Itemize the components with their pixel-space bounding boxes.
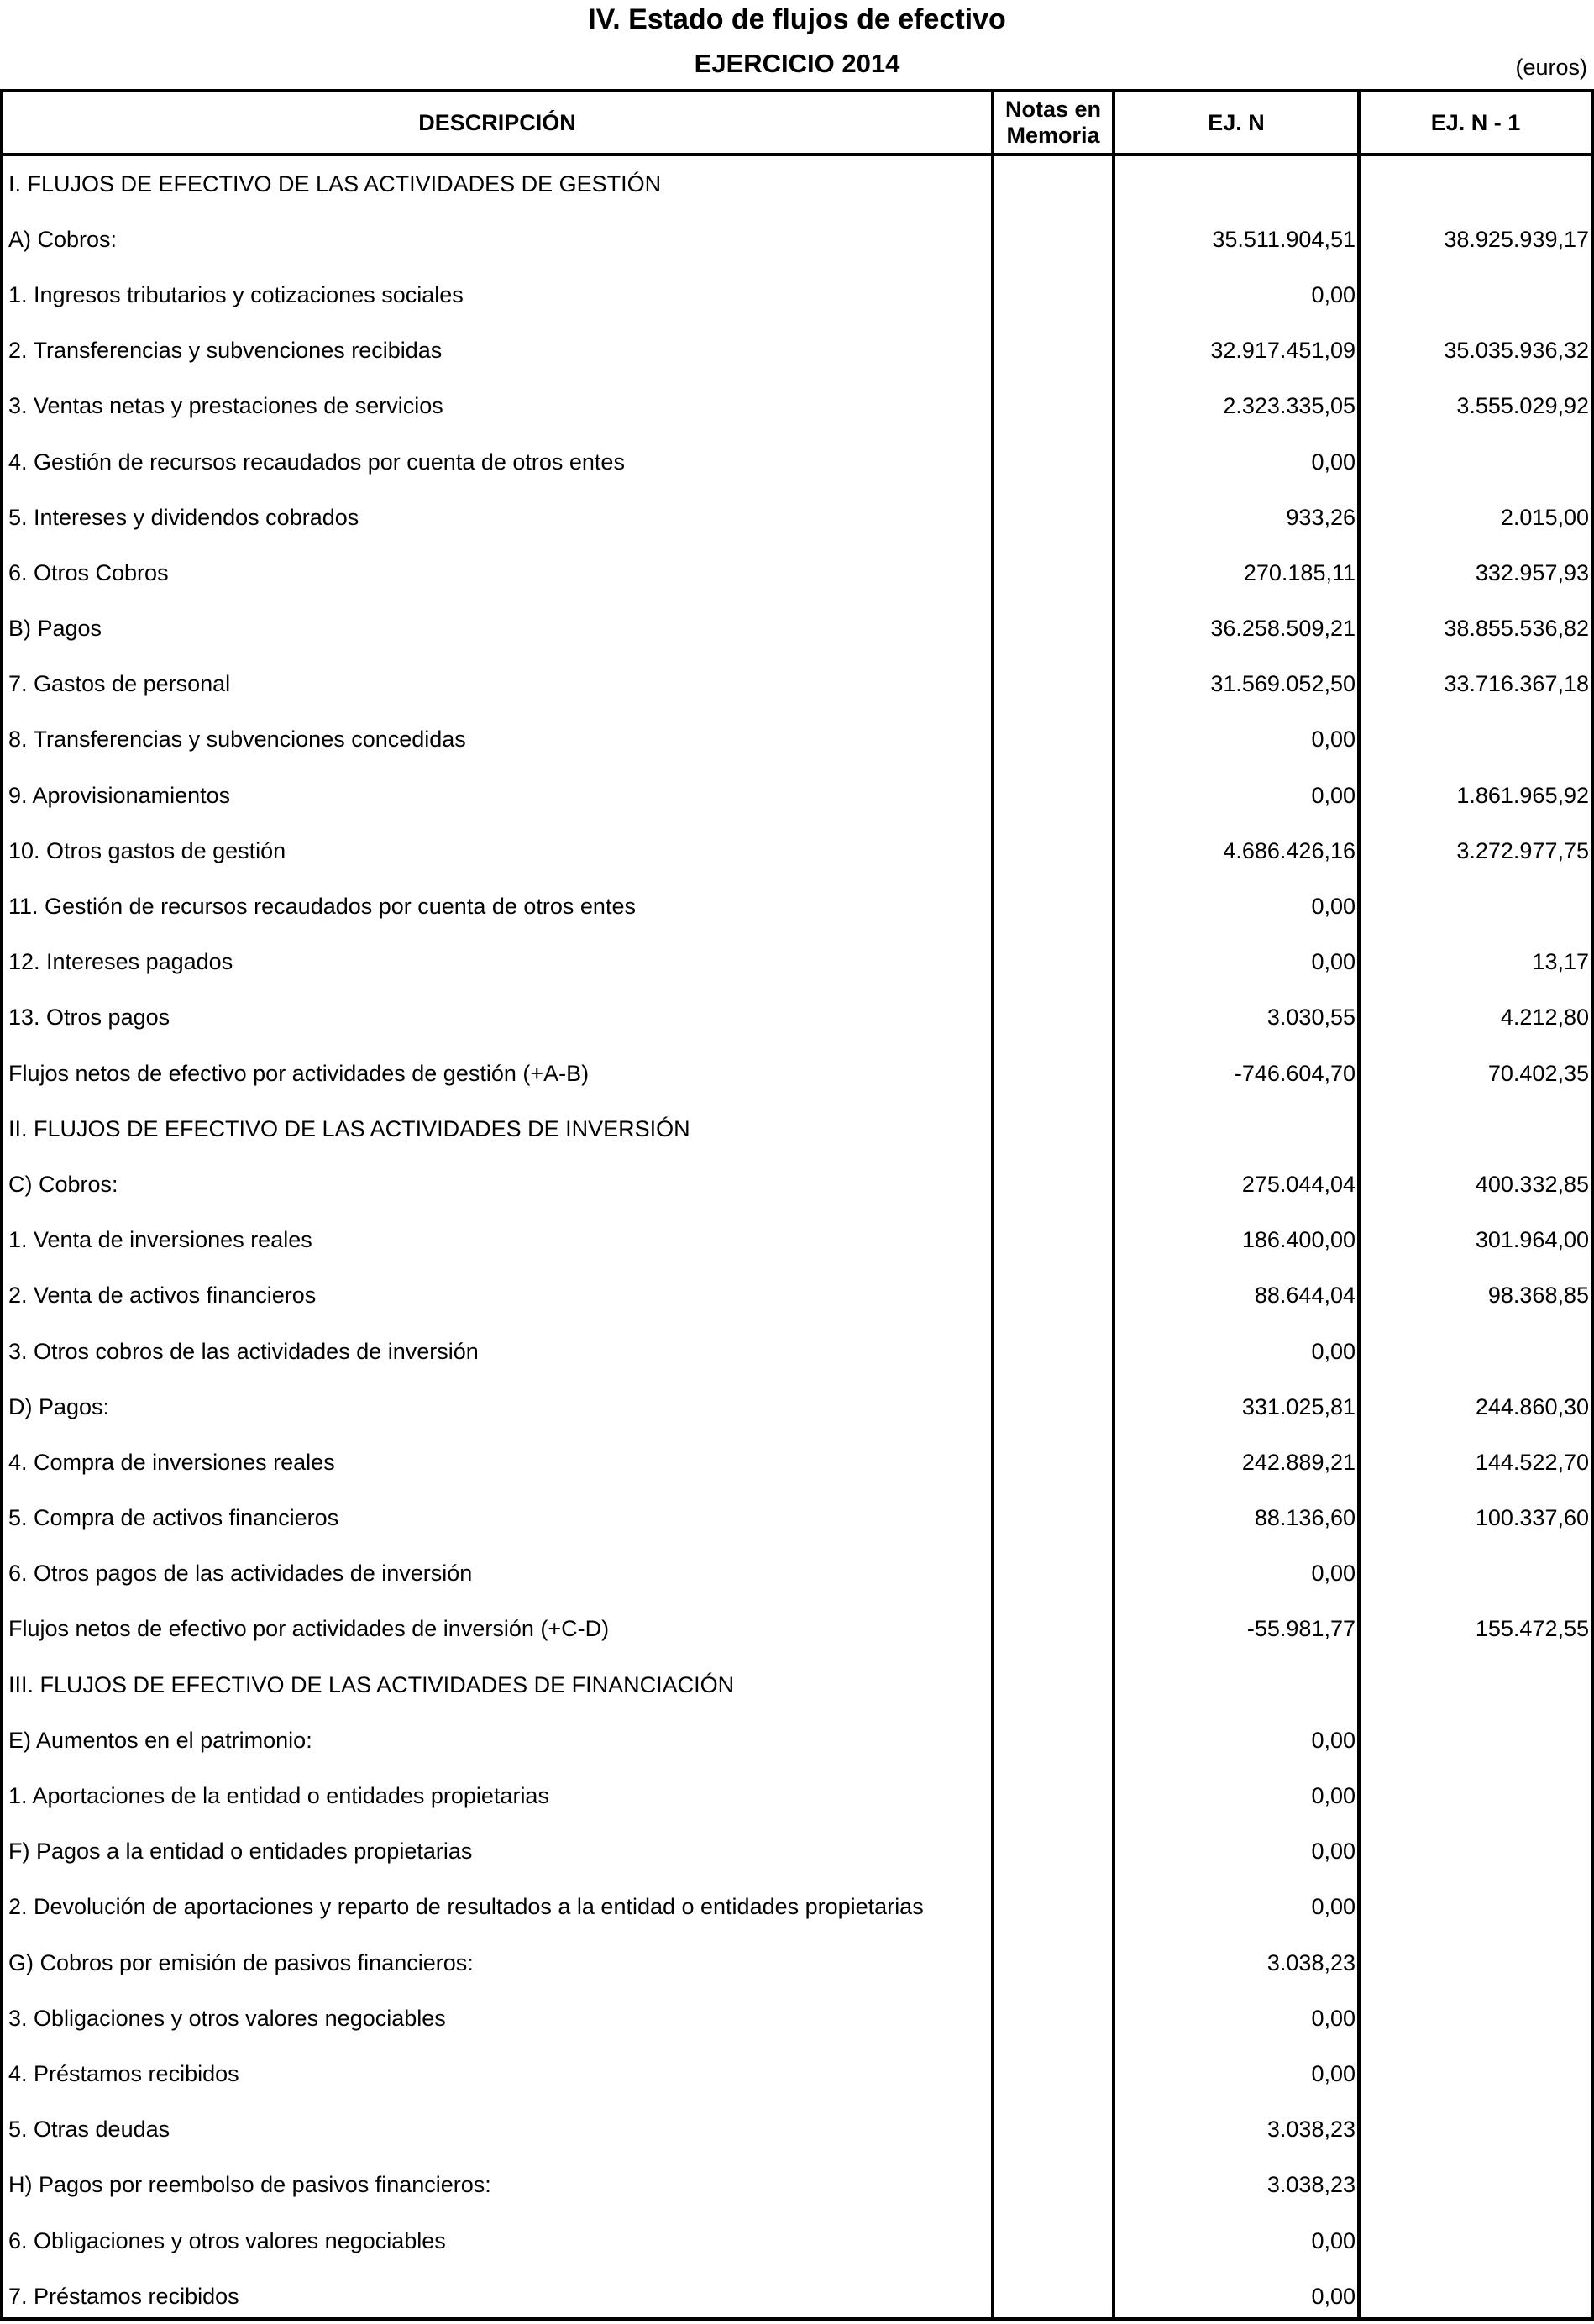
row-value-ej-n: -746.604,70	[1234, 1060, 1355, 1086]
row-value-ej-n1	[1359, 2213, 1589, 2269]
row-description: I. FLUJOS DE EFECTIVO DE LAS ACTIVIDADES DE GESTIÓN	[8, 170, 662, 197]
row-note	[994, 1546, 1112, 1602]
row-value-ej-n1	[1359, 2102, 1589, 2158]
row-value-ej-n: 0,00	[1311, 1338, 1355, 1364]
row-description: Flujos netos de efectivo por actividades de gestión (+A-B)	[8, 1060, 590, 1086]
row-value-ej-n: 4.686.426,16	[1223, 837, 1355, 863]
row-value-ej-n1	[1359, 1657, 1589, 1713]
row-value-ej-n1: 244.860,30	[1475, 1393, 1589, 1419]
row-note	[994, 2213, 1112, 2269]
row-note	[994, 768, 1112, 823]
row-value-ej-n1: 70.402,35	[1487, 1060, 1589, 1086]
row-description: 6. Obligaciones y otros valores negociables	[8, 2227, 446, 2253]
row-value-ej-n	[1117, 1101, 1355, 1157]
row-value-ej-n1: 332.957,93	[1475, 559, 1589, 585]
table-row	[3, 1324, 1591, 1379]
row-description: 4. Gestión de recursos recaudados por cuenta de otros entes	[8, 449, 625, 475]
row-value-ej-n	[1117, 156, 1355, 212]
row-value-ej-n1	[1359, 1101, 1589, 1157]
row-value-ej-n1: 100.337,60	[1475, 1505, 1589, 1531]
row-description: D) Pagos:	[8, 1393, 110, 1419]
row-description: 3. Ventas netas y prestaciones de servicios	[8, 393, 443, 419]
row-value-ej-n1: 38.855.536,82	[1444, 616, 1589, 642]
row-note	[994, 2102, 1112, 2158]
row-value-ej-n: 0,00	[1311, 894, 1355, 920]
row-value-ej-n: 88.644,04	[1254, 1283, 1355, 1309]
table-row	[3, 1657, 1591, 1713]
row-value-ej-n: 31.569.052,50	[1210, 671, 1355, 697]
row-description: A) Cobros:	[8, 226, 118, 252]
row-value-ej-n: 0,00	[1311, 2227, 1355, 2253]
row-note	[994, 1379, 1112, 1435]
row-note	[994, 1657, 1112, 1713]
row-note	[994, 601, 1112, 657]
table-row	[3, 1491, 1591, 1546]
row-value-ej-n: 0,00	[1311, 1894, 1355, 1920]
row-note	[994, 1491, 1112, 1546]
row-value-ej-n1	[1359, 1546, 1589, 1602]
row-value-ej-n1	[1359, 434, 1589, 490]
row-value-ej-n1	[1359, 712, 1589, 768]
row-value-ej-n1: 38.925.939,17	[1444, 226, 1589, 252]
row-note	[994, 1101, 1112, 1157]
row-value-ej-n: 242.889,21	[1241, 1449, 1355, 1475]
row-value-ej-n1	[1359, 1880, 1589, 1935]
row-note	[994, 712, 1112, 768]
row-note	[994, 2269, 1112, 2324]
page-title: IV. Estado de flujos de efectivo	[588, 3, 1006, 35]
row-value-ej-n1: 400.332,85	[1475, 1171, 1589, 1197]
table-row	[3, 379, 1591, 434]
header-descripcion: DESCRIPCIÓN	[418, 109, 576, 135]
table-row	[3, 1713, 1591, 1768]
row-value-ej-n: 3.030,55	[1266, 1005, 1355, 1031]
table-row	[3, 1935, 1591, 1991]
row-note	[994, 267, 1112, 323]
row-value-ej-n1: 98.368,85	[1487, 1283, 1589, 1309]
table-row	[3, 1157, 1591, 1212]
page-subtitle: EJERCICIO 2014	[694, 49, 900, 78]
row-note	[994, 156, 1112, 212]
row-note	[994, 823, 1112, 879]
row-description: 2. Transferencias y subvenciones recibidas	[8, 338, 443, 364]
table-row	[3, 1824, 1591, 1880]
row-note	[994, 1324, 1112, 1379]
row-value-ej-n1: 4.212,80	[1500, 1005, 1589, 1031]
row-description: III. FLUJOS DE EFECTIVO DE LAS ACTIVIDADES DE FINANCIACIÓN	[8, 1671, 735, 1697]
row-note	[994, 545, 1112, 601]
header-ej-n: EJ. N	[1208, 109, 1265, 135]
table-body	[3, 156, 1591, 2324]
row-note	[994, 1935, 1112, 1991]
row-description: Flujos netos de efectivo por actividades de inversión (+C-D)	[8, 1616, 610, 1642]
row-note	[994, 1824, 1112, 1880]
table-row	[3, 1101, 1591, 1157]
row-description: 1. Ingresos tributarios y cotizaciones sociales	[8, 281, 464, 307]
row-value-ej-n: 0,00	[1311, 449, 1355, 475]
table-header	[3, 92, 1591, 156]
row-note	[994, 657, 1112, 712]
table-row	[3, 545, 1591, 601]
table-row	[3, 990, 1591, 1046]
row-note	[994, 1213, 1112, 1268]
table-row	[3, 935, 1591, 990]
row-description: 6. Otros Cobros	[8, 559, 169, 585]
row-value-ej-n: 2.323.335,05	[1223, 393, 1355, 419]
row-value-ej-n1	[1359, 1713, 1589, 1768]
row-value-ej-n1: 33.716.367,18	[1444, 671, 1589, 697]
row-value-ej-n: 36.258.509,21	[1210, 616, 1355, 642]
row-note	[994, 1046, 1112, 1101]
table-row	[3, 323, 1591, 379]
row-description: 10. Otros gastos de gestión	[8, 837, 286, 863]
row-description: 5. Otras deudas	[8, 2117, 170, 2143]
row-value-ej-n1: 3.272.977,75	[1456, 837, 1589, 863]
row-value-ej-n1	[1359, 2269, 1589, 2324]
row-value-ej-n1: 155.472,55	[1475, 1616, 1589, 1642]
row-description: 2. Venta de activos financieros	[8, 1283, 317, 1309]
row-value-ej-n1	[1359, 1824, 1589, 1880]
table-row	[3, 601, 1591, 657]
row-note	[994, 1602, 1112, 1657]
row-note	[994, 935, 1112, 990]
row-value-ej-n1	[1359, 1768, 1589, 1823]
table-row	[3, 490, 1591, 545]
row-value-ej-n1: 1.861.965,92	[1456, 782, 1589, 808]
table-row	[3, 1880, 1591, 1935]
row-value-ej-n: 186.400,00	[1241, 1227, 1355, 1253]
table-row	[3, 1268, 1591, 1324]
row-value-ej-n: 32.917.451,09	[1210, 338, 1355, 364]
table-row	[3, 879, 1591, 934]
row-description: 3. Obligaciones y otros valores negociables	[8, 2005, 446, 2031]
row-value-ej-n1: 13,17	[1532, 949, 1589, 975]
row-description: H) Pagos por reembolso de pasivos financieros:	[8, 2172, 491, 2198]
table-row	[3, 1602, 1591, 1657]
row-description: F) Pagos a la entidad o entidades propietarias	[8, 1839, 473, 1865]
row-value-ej-n: 3.038,23	[1266, 1949, 1355, 1975]
row-note	[994, 990, 1112, 1046]
row-value-ej-n: 0,00	[1311, 2060, 1355, 2086]
row-value-ej-n1	[1359, 1991, 1589, 2046]
table-row	[3, 267, 1591, 323]
row-note	[994, 2158, 1112, 2213]
row-value-ej-n: -55.981,77	[1246, 1616, 1355, 1642]
row-value-ej-n: 0,00	[1311, 782, 1355, 808]
table-row	[3, 1213, 1591, 1268]
row-value-ej-n: 331.025,81	[1241, 1393, 1355, 1419]
row-description: 5. Compra de activos financieros	[8, 1505, 339, 1531]
row-note	[994, 1768, 1112, 1823]
cash-flow-table	[0, 89, 1594, 2321]
row-value-ej-n1: 35.035.936,32	[1444, 338, 1589, 364]
row-value-ej-n1: 301.964,00	[1475, 1227, 1589, 1253]
table-row	[3, 1435, 1591, 1490]
row-value-ej-n: 933,26	[1286, 504, 1355, 530]
table-row	[3, 2158, 1591, 2213]
row-note	[994, 379, 1112, 434]
unit-label: (euros)	[1515, 55, 1587, 80]
row-value-ej-n: 270.185,11	[1243, 559, 1355, 585]
row-value-ej-n1	[1359, 267, 1589, 323]
row-value-ej-n1	[1359, 1935, 1589, 1991]
row-description: 5. Intereses y dividendos cobrados	[8, 504, 359, 530]
row-value-ej-n: 3.038,23	[1266, 2117, 1355, 2143]
table-row	[3, 1046, 1591, 1101]
table-row	[3, 823, 1591, 879]
row-description: E) Aumentos en el patrimonio:	[8, 1727, 312, 1753]
table-row	[3, 657, 1591, 712]
row-note	[994, 323, 1112, 379]
row-note	[994, 1435, 1112, 1490]
row-value-ej-n: 0,00	[1311, 1783, 1355, 1809]
row-description: 12. Intereses pagados	[8, 949, 233, 975]
header-notas: Notas en Memoria	[1004, 97, 1102, 148]
header-ej-n1: EJ. N - 1	[1430, 109, 1521, 135]
row-note	[994, 1268, 1112, 1324]
table-row	[3, 1379, 1591, 1435]
table-row	[3, 2213, 1591, 2269]
row-value-ej-n: 275.044,04	[1241, 1171, 1355, 1197]
row-value-ej-n: 0,00	[1311, 2283, 1355, 2309]
table-row	[3, 1768, 1591, 1823]
row-value-ej-n: 0,00	[1311, 1839, 1355, 1865]
row-description: G) Cobros por emisión de pasivos financieros:	[8, 1949, 474, 1975]
row-value-ej-n: 0,00	[1311, 727, 1355, 753]
table-row	[3, 2269, 1591, 2324]
table-row	[3, 712, 1591, 768]
row-value-ej-n1	[1359, 2046, 1589, 2101]
row-value-ej-n1	[1359, 1324, 1589, 1379]
row-value-ej-n: 0,00	[1311, 1561, 1355, 1587]
row-note	[994, 434, 1112, 490]
row-description: 9. Aprovisionamientos	[8, 782, 231, 808]
row-value-ej-n: 0,00	[1311, 281, 1355, 307]
row-note	[994, 1157, 1112, 1212]
row-value-ej-n1: 3.555.029,92	[1456, 393, 1589, 419]
row-note	[994, 1991, 1112, 2046]
row-description: 1. Aportaciones de la entidad o entidades propietarias	[8, 1783, 549, 1809]
row-value-ej-n	[1117, 1657, 1355, 1713]
row-value-ej-n: 3.038,23	[1266, 2172, 1355, 2198]
row-description: 7. Préstamos recibidos	[8, 2283, 239, 2309]
row-note	[994, 2046, 1112, 2101]
table-row	[3, 768, 1591, 823]
row-description: 6. Otros pagos de las actividades de inversión	[8, 1561, 473, 1587]
row-description: 8. Transferencias y subvenciones concedidas	[8, 727, 466, 753]
row-note	[994, 1880, 1112, 1935]
row-value-ej-n1: 2.015,00	[1500, 504, 1589, 530]
row-description: B) Pagos	[8, 616, 102, 642]
row-note	[994, 1713, 1112, 1768]
row-description: 11. Gestión de recursos recaudados por cuenta de otros entes	[8, 894, 636, 920]
row-value-ej-n: 0,00	[1311, 2005, 1355, 2031]
row-description: 2. Devolución de aportaciones y reparto de resultados a la entidad o entidades propietarias	[8, 1894, 924, 1920]
table-row	[3, 2102, 1591, 2158]
row-note	[994, 879, 1112, 934]
row-value-ej-n: 35.511.904,51	[1212, 226, 1355, 252]
row-description: 3. Otros cobros de las actividades de inversión	[8, 1338, 479, 1364]
row-description: 13. Otros pagos	[8, 1005, 170, 1031]
row-value-ej-n: 88.136,60	[1254, 1505, 1355, 1531]
row-value-ej-n: 0,00	[1311, 949, 1355, 975]
row-description: 7. Gastos de personal	[8, 671, 231, 697]
table-row	[3, 1546, 1591, 1602]
row-note	[994, 490, 1112, 545]
row-value-ej-n1	[1359, 879, 1589, 934]
row-value-ej-n1: 144.522,70	[1475, 1449, 1589, 1475]
table-row	[3, 212, 1591, 267]
table-row	[3, 156, 1591, 212]
row-description: 4. Préstamos recibidos	[8, 2060, 239, 2086]
row-description: 4. Compra de inversiones reales	[8, 1449, 335, 1475]
row-description: II. FLUJOS DE EFECTIVO DE LAS ACTIVIDADES DE INVERSIÓN	[8, 1115, 690, 1141]
table-row	[3, 434, 1591, 490]
row-value-ej-n1	[1359, 2158, 1589, 2213]
row-description: C) Cobros:	[8, 1171, 118, 1197]
row-value-ej-n: 0,00	[1311, 1727, 1355, 1753]
row-description: 1. Venta de inversiones reales	[8, 1227, 312, 1253]
row-value-ej-n1	[1359, 156, 1589, 212]
table-row	[3, 1991, 1591, 2046]
row-note	[994, 212, 1112, 267]
table-row	[3, 2046, 1591, 2101]
